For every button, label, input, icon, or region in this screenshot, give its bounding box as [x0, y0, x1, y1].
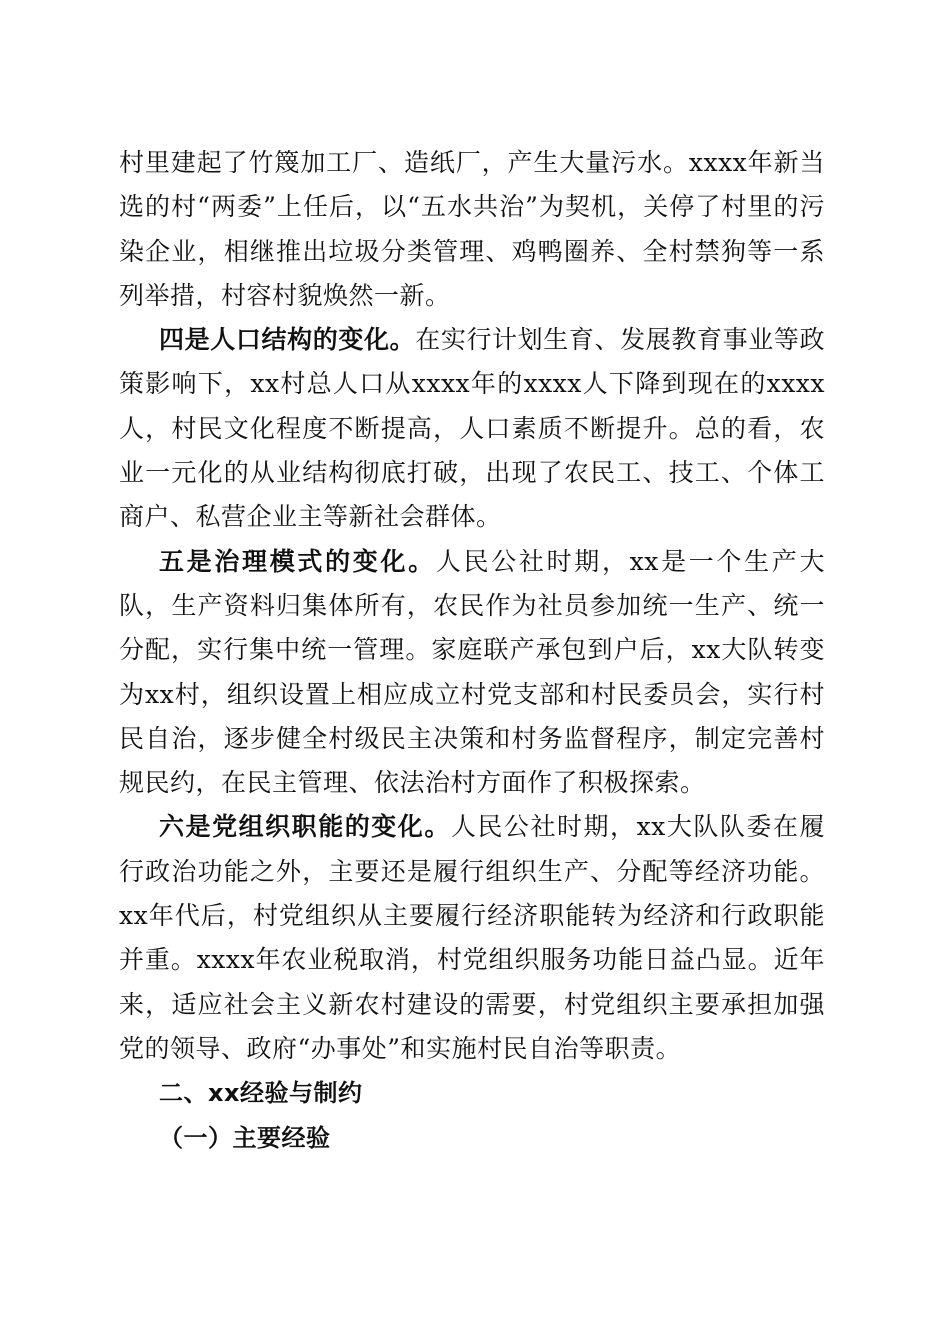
- subsection-heading: （一）主要经验: [159, 1122, 331, 1152]
- paragraph-continuation: [119, 141, 825, 318]
- paragraph-party-function: [119, 805, 825, 1071]
- paragraph-text: 人民公社时期，xx大队队委在履行政治功能之外，主要还是履行组织生产、分配等经济功能。xx年代后，村党组织从主要履行经济职能转为经济和行政职能并重。xxxx年农业税取消，村党组织服务功能日益凸显。近年来，适应社会主义新农村建设的需要，村党组织主要承担加强党的领导、政府“办事处”和实施村民自治等职责。: [119, 812, 825, 1063]
- paragraph-text: 在实行计划生育、发展教育事业等政策影响下，xx村总人口从xxxx年的xxxx人下降到现在的xxxx人，村民文化程度不断提高，人口素质不断提升。总的看，农业一元化的从业结构彻底打破，出现了农民工、技工、个体工商户、私营企业主等新社会群体。: [119, 325, 825, 532]
- paragraph-text: 人民公社时期，xx是一个生产大队，生产资料归集体所有，农民作为社员参加统一生产、统一分配，实行集中统一管理。家庭联产承包到户后，xx大队转变为xx村，组织设置上相应成立村党支部和村民委员会，实行村民自治，逐步健全村级民主决策和村务监督程序，制定完善村规民约，在民主管理、依法治村方面作了积极探索。: [119, 546, 825, 798]
- document-body: [119, 141, 825, 1160]
- paragraph-population-structure: [119, 318, 825, 539]
- paragraph-lead: 五是治理模式的变化。: [159, 546, 436, 576]
- paragraph-text: 村里建起了竹篾加工厂、造纸厂，产生大量污水。xxxx年新当选的村“两委”上任后，以“五水共治”为契机，关停了村里的污染企业，相继推出垃圾分类管理、鸡鸭圈养、全村禁狗等一系列举措，村容村貌焕然一新。: [119, 148, 825, 310]
- paragraph-lead: 四是人口结构的变化。: [159, 325, 416, 355]
- paragraph-lead: 六是党组织职能的变化。: [159, 812, 451, 842]
- paragraph-governance-model: [119, 540, 825, 806]
- section-heading: 二、xx经验与制约: [159, 1079, 363, 1108]
